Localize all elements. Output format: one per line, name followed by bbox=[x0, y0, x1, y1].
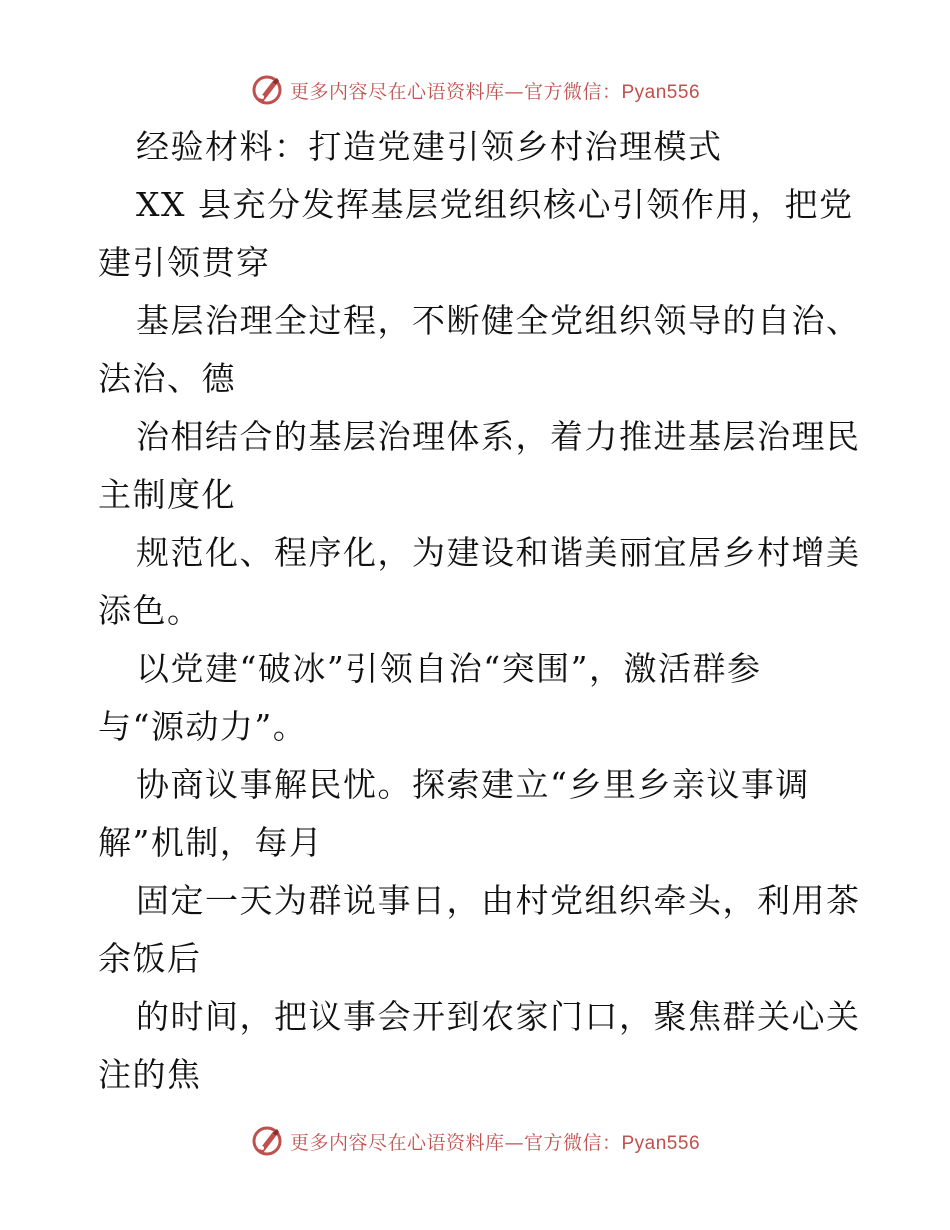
text-line: 与“源动力”。 bbox=[98, 707, 308, 746]
text-line: 经验材料：打造党建引领乡村治理模式 bbox=[136, 127, 723, 166]
text-line: 治相结合的基层治理体系，着力推进基层治理民 bbox=[136, 417, 861, 456]
text-line: XX 县充分发挥基层党组织核心引领作用，把党 bbox=[136, 185, 854, 224]
header-banner bbox=[0, 70, 950, 110]
text-line: 主制度化 bbox=[98, 475, 236, 514]
quill-pen-logo-icon bbox=[250, 1124, 284, 1158]
text-line: 协商议事解民忧。探索建立“乡里乡亲议事调 bbox=[136, 765, 810, 804]
text-line: 以党建“破冰”引领自治“突围”，激活群参 bbox=[136, 649, 762, 688]
text-line: 注的焦 bbox=[98, 1055, 202, 1094]
text-line: 规范化、程序化，为建设和谐美丽宜居乡村增美 bbox=[136, 533, 861, 572]
document-body bbox=[98, 118, 861, 1104]
text-line: 解”机制，每月 bbox=[98, 823, 324, 862]
text-line: 添色。 bbox=[98, 591, 202, 630]
text-line: 的时间，把议事会开到农家门口，聚焦群关心关 bbox=[136, 997, 861, 1036]
text-line: 固定一天为群说事日，由村党组织牵头，利用茶 bbox=[136, 881, 861, 920]
wechat-id: Pyan556 bbox=[621, 81, 701, 103]
footer-banner bbox=[0, 1121, 950, 1161]
text-line: 法治、德 bbox=[98, 359, 236, 398]
banner-text: 更多内容尽在心语资料库—官方微信：Pyan556 bbox=[289, 1131, 701, 1154]
text-line: 建引领贯穿 bbox=[98, 243, 271, 282]
wechat-id: Pyan556 bbox=[621, 1132, 701, 1154]
quill-pen-logo-icon bbox=[250, 73, 284, 107]
banner-text: 更多内容尽在心语资料库—官方微信：Pyan556 bbox=[289, 80, 701, 103]
text-line: 余饭后 bbox=[98, 939, 202, 978]
text-line: 基层治理全过程，不断健全党组织领导的自治、 bbox=[136, 301, 861, 340]
